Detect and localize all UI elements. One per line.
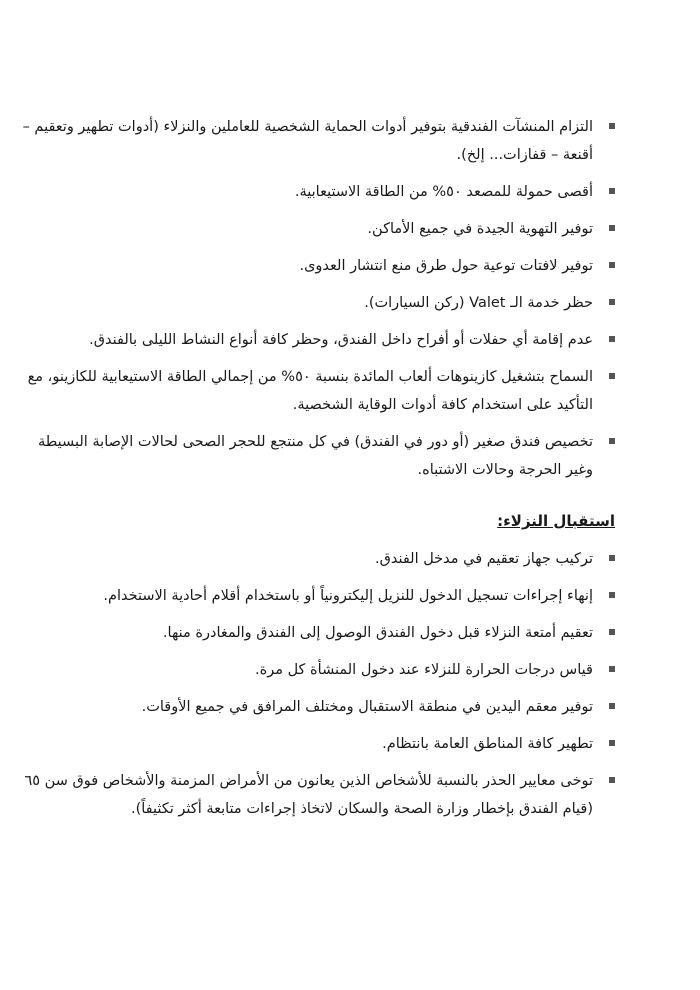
square-bullet-icon	[609, 336, 615, 342]
list-item	[20, 113, 615, 169]
square-bullet-icon	[609, 438, 615, 444]
list-item	[20, 767, 615, 823]
list-item-text: حظر خدمة الـ Valet (ركن السيارات).	[364, 295, 593, 311]
list-item-text: إنهاء إجراءات تسجيل الدخول للنزيل إليكترونياً أو باستخدام أقلام أحادية الاستخدام.	[103, 588, 593, 604]
list-item-text: السماح بتشغيل كازينوهات ألعاب المائدة بنسبة ٥٠% من إجمالي الطاقة الاستيعابية للكازينو، مع التأكيد على استخدام كافة أدوات الوقاية الشخصية.	[27, 369, 593, 413]
list-item-text: تركيب جهاز تعقيم في مدخل الفندق.	[374, 551, 593, 567]
square-bullet-icon	[609, 555, 615, 561]
list-item-text: تطهير كافة المناطق العامة بانتظام.	[382, 736, 593, 752]
list-item-text: عدم إقامة أي حفلات أو أفراح داخل الفندق، وحظر كافة أنواع النشاط الليلى بالفندق.	[89, 332, 593, 348]
section-heading: استقبال النزلاء:	[497, 512, 615, 530]
list-item	[20, 619, 615, 647]
list-item	[20, 693, 615, 721]
list-item	[20, 178, 615, 206]
list-item-text: قياس درجات الحرارة للنزلاء عند دخول المنشأة كل مرة.	[254, 662, 593, 678]
list-item-text: تخصيص فندق صغير (أو دور في الفندق) في كل منتجع للحجر الصحى لحالات الإصابة البسيطة وغير الحرجة وحالات الاشتباه.	[38, 434, 593, 478]
list-item	[20, 656, 615, 684]
square-bullet-icon	[609, 299, 615, 305]
hotel-measures-list	[20, 113, 615, 493]
list-item-text: التزام المنشآت الفندقية بتوفير أدوات الحماية الشخصية للعاملين والنزلاء (أدوات تطهير وتعقيم – أقنعة – قفازات... إلخ).	[22, 119, 593, 163]
list-item	[20, 326, 615, 354]
list-item-text: توفير لافتات توعية حول طرق منع انتشار العدوى.	[299, 258, 593, 274]
square-bullet-icon	[609, 629, 615, 635]
square-bullet-icon	[609, 262, 615, 268]
list-item-text: توخى معايير الحذر بالنسبة للأشخاص الذين يعانون من الأمراض المزمنة والأشخاص فوق سن ٦٥ (قيام الفندق بإخطار وزارة الصحة والسكان لاتخاذ إجراءات متابعة أكثر تكثيفاً).	[24, 773, 593, 817]
list-item-text: أقصى حمولة للمصعد ٥٠% من الطاقة الاستيعابية.	[294, 184, 593, 200]
square-bullet-icon	[609, 373, 615, 379]
square-bullet-icon	[609, 777, 615, 783]
square-bullet-icon	[609, 740, 615, 746]
square-bullet-icon	[609, 188, 615, 194]
list-item	[20, 730, 615, 758]
list-item	[20, 252, 615, 280]
list-item	[20, 289, 615, 317]
list-item	[20, 215, 615, 243]
guest-reception-list	[20, 545, 615, 832]
list-item	[20, 545, 615, 573]
list-item-text: توفير معقم اليدين في منطقة الاستقبال ومختلف المرافق في جميع الأوقات.	[141, 699, 593, 715]
square-bullet-icon	[609, 123, 615, 129]
square-bullet-icon	[609, 666, 615, 672]
list-item	[20, 363, 615, 419]
square-bullet-icon	[609, 592, 615, 598]
list-item	[20, 582, 615, 610]
square-bullet-icon	[609, 703, 615, 709]
square-bullet-icon	[609, 225, 615, 231]
list-item	[20, 428, 615, 484]
list-item-text: تعقيم أمتعة النزلاء قبل دخول الفندق الوصول إلى الفندق والمغادرة منها.	[162, 625, 593, 641]
list-item-text: توفير التهوية الجيدة في جميع الأماكن.	[367, 221, 593, 237]
